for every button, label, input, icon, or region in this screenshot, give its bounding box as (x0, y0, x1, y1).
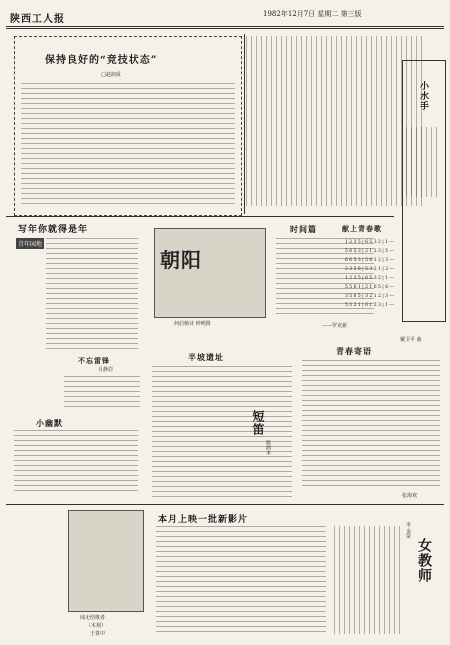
lead-article-byline: □赵润成 (101, 72, 121, 78)
xiaoyu (14, 418, 142, 498)
date-line: 1982年12月7日 星期二 第三版 (263, 10, 362, 18)
shiwen-title: 时间篇 (290, 224, 317, 234)
duanzhen-title: 短笛 (251, 410, 265, 436)
young-article-title: 写年你就得是年 (18, 225, 89, 235)
young-article (14, 220, 142, 352)
music-title: 献上青春歌 (342, 224, 382, 233)
poem-title: 不忘雷锋 (78, 356, 110, 365)
chaoyang-title: 朝阳 (160, 248, 202, 272)
music-score: 1 2 3 5 | 6 5 3 2 | 1 — 5 6 5 3 | 2 1 2 3 | 5 — 6 6 5 3 | 5 6 1 2 | 3 — 2 3 5 6 | 5 3 2 1 | 2 — 1 2 3 5 | 6 5 3 2 | 1 — 5 5 6 1 | 2 1 6 5 | 6 — 3 5 6 5 | 3 2 1 2 | 3 — 5 3 2 1 | 6 1 2 3 | 1 — (345, 240, 395, 308)
youth-letter (300, 346, 444, 502)
poem-byline: 月静岩 (98, 367, 114, 373)
boil-title: 半坡遗址 (188, 352, 224, 362)
paper-name: 陕西工人报 (10, 14, 65, 25)
duanzhen-byline: 陈润本 (265, 440, 271, 455)
poem (64, 356, 144, 416)
xiaoyu-title: 小幽默 (36, 418, 63, 428)
chaoyang-caption: 何启植诗 钟明摄 (174, 321, 211, 327)
masthead (8, 4, 444, 28)
duanzhen (240, 410, 280, 500)
music-byline: 戴卫平 曲 (400, 337, 422, 343)
nvjiaoshi (330, 506, 444, 640)
image-caption-2: （木刻） (86, 623, 107, 629)
image-caption-1: 闻无结歌者 (80, 615, 106, 621)
lead-article-title: 保持良好的“竞技状态” (45, 55, 158, 66)
youth-letter-byline: 张海欢 (402, 493, 418, 499)
film-title: 本月上映一批新影片 (158, 515, 249, 525)
youth-letter-title: 青春寄语 (336, 346, 372, 356)
young-article-tag: 青年园地 (16, 238, 44, 249)
chaoyang (150, 224, 270, 334)
film (152, 506, 332, 640)
image-caption-3: 于贯中 (90, 631, 106, 637)
nvjiaoshi-byline: 李 金荣 (405, 522, 411, 539)
woodcut (66, 506, 146, 640)
nvjiaoshi-title: 女教师 (416, 538, 432, 583)
lead-article (14, 36, 242, 216)
xiaoshui-title: 小水手 (418, 81, 428, 111)
shiwen-byline: ——罗克新 (322, 323, 348, 329)
